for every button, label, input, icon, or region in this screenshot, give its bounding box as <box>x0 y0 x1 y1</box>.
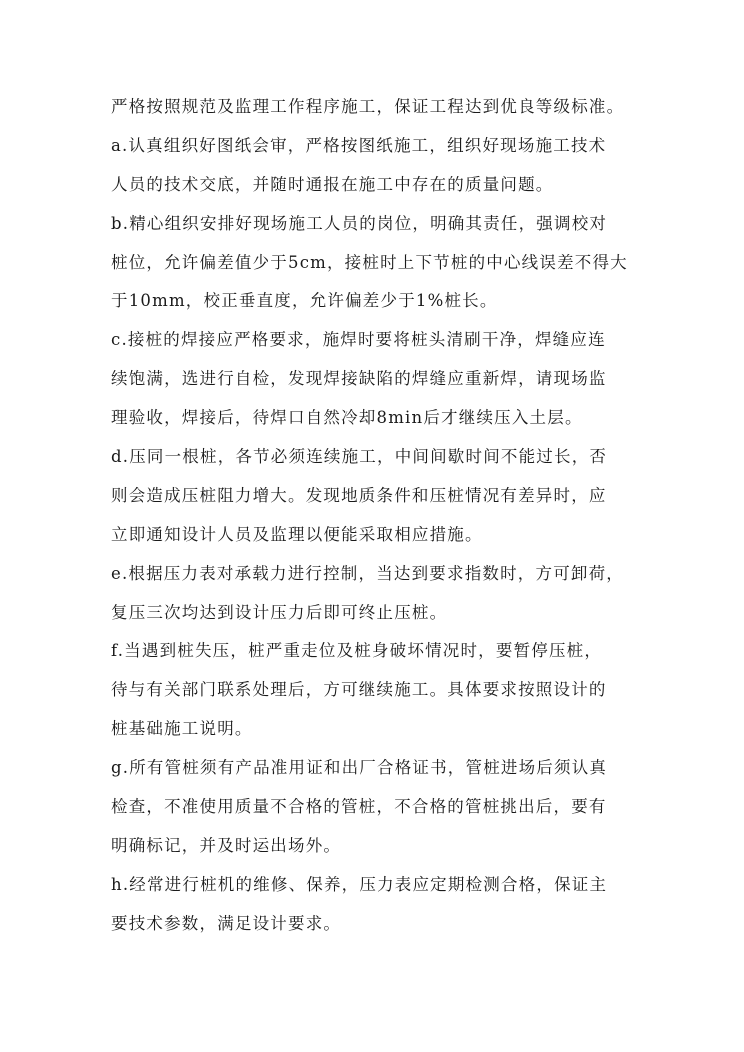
text-line: 则会造成压桩阻力增大。发现地质条件和压桩情况有差异时，应 <box>111 485 607 505</box>
text-line: d.压同一根桩，各节必须连续施工，中间间歇时间不能过长，否 <box>111 447 608 467</box>
text-line: 要技术参数，满足设计要求。 <box>111 913 342 933</box>
text-line: g.所有管桩须有产品准用证和出厂合格证书，管桩进场后须认真 <box>111 758 608 778</box>
text-line: 严格按照规范及监理工作程序施工，保证工程达到优良等级标准。 <box>111 97 625 116</box>
text-line: e.根据压力表对承载力进行控制，当达到要求指数时，方可卸荷， <box>111 563 625 583</box>
text-line: 桩位，允许偏差值少于5cm，接桩时上下节桩的中心线误差不得大 <box>111 252 628 272</box>
text-line: 于10mm，校正垂直度，允许偏差少于1%桩长。 <box>111 291 498 311</box>
text-line: f.当遇到桩失压，桩严重走位及桩身破坏情况时，要暂停压桩， <box>111 641 603 661</box>
text-line: 待与有关部门联系处理后，方可继续施工。具体要求按照设计的 <box>111 680 607 700</box>
text-line: h.经常进行桩机的维修、保养，压力表应定期检测合格，保证主 <box>111 874 608 894</box>
text-line: 复压三次均达到设计压力后即可终止压桩。 <box>111 602 448 622</box>
text-line: c.接桩的焊接应严格要求，施焊时要将桩头清刷干净，焊缝应连 <box>111 330 606 350</box>
text-line: 人员的技术交底，并随时通报在施工中存在的质量问题。 <box>111 174 554 194</box>
text-line: 检查，不准使用质量不合格的管桩，不合格的管桩挑出后，要有 <box>111 797 607 817</box>
text-line: 立即通知设计人员及监理以便能采取相应措施。 <box>111 524 483 544</box>
text-line: 明确标记，并及时运出场外。 <box>111 835 342 855</box>
body-text <box>111 88 651 944</box>
text-line: 理验收，焊接后，待焊口自然冷却8min后才继续压入土层。 <box>111 408 583 428</box>
text-line: a.认真组织好图纸会审，严格按图纸施工，组织好现场施工技术 <box>111 135 607 155</box>
text-line: b.精心组织安排好现场施工人员的岗位，明确其责任，强调校对 <box>111 213 608 233</box>
text-line: 续饱满，选进行自检，发现焊接缺陷的焊缝应重新焊，请现场监 <box>111 369 607 389</box>
text-line: 桩基础施工说明。 <box>111 719 253 739</box>
